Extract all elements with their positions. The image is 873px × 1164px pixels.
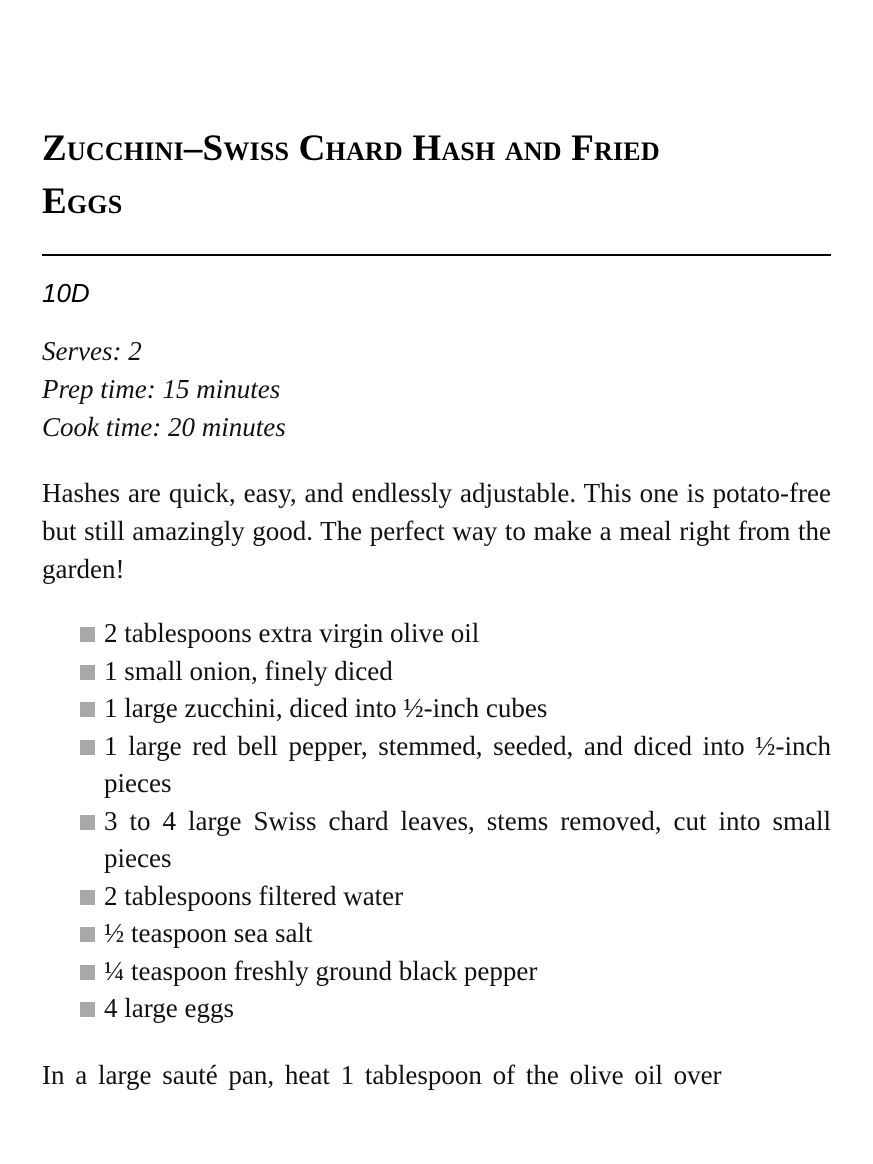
recipe-intro: Hashes are quick, easy, and endlessly adjustable. This one is potato-free but still amazingly good. The perfect way to make a meal right from the garden!: [42, 478, 831, 584]
ingredient-text: ½ teaspoon sea salt: [104, 918, 313, 948]
ingredient-list: [42, 615, 831, 1028]
square-bullet-icon: [80, 815, 95, 830]
square-bullet-icon: [80, 965, 95, 980]
ingredient-item: [80, 728, 831, 803]
prep-time-text: Prep time: 15 minutes: [42, 374, 281, 404]
ingredient-text: 4 large eggs: [104, 993, 234, 1023]
ingredient-text: 1 large red bell pepper, stemmed, seeded, and diced into ½-inch pieces: [104, 730, 831, 798]
ingredient-item: [80, 953, 831, 991]
ingredient-text: 2 tablespoons filtered water: [104, 880, 404, 911]
ingredient-item: [80, 615, 831, 653]
square-bullet-icon: [80, 927, 95, 942]
recipe-title-line-2: Eggs: [42, 181, 123, 222]
ingredient-item: [80, 990, 831, 1028]
square-bullet-icon: [80, 740, 95, 755]
square-bullet-icon: [80, 1002, 95, 1017]
square-bullet-icon: [80, 890, 95, 905]
recipe-title-line-1: Zucchini–Swiss Chard Hash and Fried: [42, 128, 660, 169]
ingredient-item: [80, 653, 831, 691]
ingredient-text: 2 tablespoons extra virgin olive oil: [104, 618, 480, 648]
ingredient-item: [80, 690, 831, 728]
ingredient-item: [80, 878, 831, 916]
cook-time-text: Cook time: 20 minutes: [42, 412, 286, 442]
recipe-title: [42, 0, 831, 228]
square-bullet-icon: [80, 665, 95, 680]
recipe-page: [42, 0, 831, 1094]
ingredient-item: [80, 803, 831, 878]
square-bullet-icon: [80, 702, 95, 717]
square-bullet-icon: [80, 627, 95, 642]
method-paragraph: In a large sauté pan, heat 1 tablespoon of the olive oil over: [42, 1059, 722, 1090]
title-divider: [42, 254, 831, 256]
serves-text: Serves: 2: [42, 336, 142, 366]
recipe-code: 10D: [42, 278, 90, 308]
recipe-meta: [42, 332, 831, 446]
ingredient-text: 3 to 4 large Swiss chard leaves, stems removed, cut into small pieces: [104, 805, 831, 873]
ingredient-text: ¼ teaspoon freshly ground black pepper: [104, 955, 538, 986]
ingredient-text: 1 large zucchini, diced into ½-inch cubes: [104, 693, 548, 723]
ingredient-text: 1 small onion, finely diced: [104, 655, 393, 686]
ingredient-item: [80, 915, 831, 953]
